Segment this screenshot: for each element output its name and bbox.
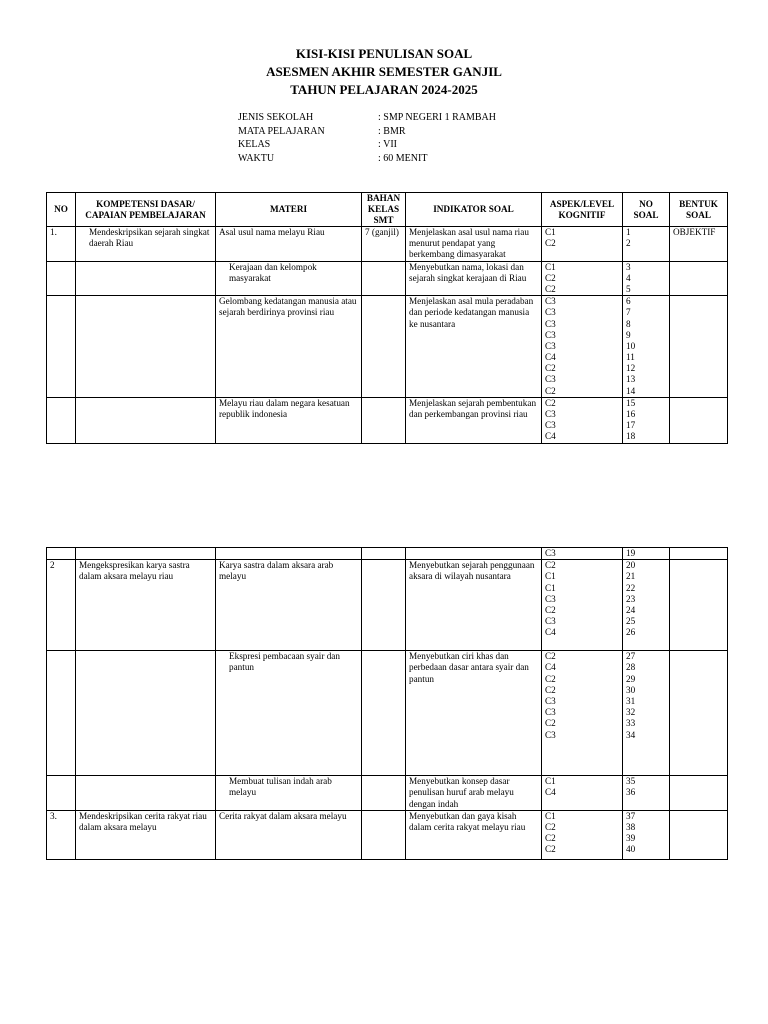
cell-aspek-item: C2	[545, 283, 556, 294]
cell-aspek-item: C2	[545, 718, 556, 729]
table-body	[47, 227, 728, 444]
cell-aspek-item: C3	[545, 374, 556, 385]
cell-nosoal-item: 22	[626, 582, 636, 593]
cell-indikator	[406, 651, 542, 776]
table-row	[47, 261, 728, 296]
cell-bahan-text: 7 (ganjil)	[365, 227, 399, 237]
cell-no-text: 2	[50, 560, 55, 571]
cell-materi-text: Melayu riau dalam negara kesatuan republik indonesia	[219, 397, 350, 420]
table-row	[47, 560, 728, 651]
col-header-no: NO	[47, 193, 76, 227]
col-header-kd: KOMPETENSI DASAR/ CAPAIAN PEMBELAJARAN	[76, 193, 216, 227]
cell-materi	[216, 227, 362, 262]
meta-row-subject	[238, 125, 496, 139]
table-row	[47, 810, 728, 859]
cell-nosoal-item: 39	[626, 833, 636, 844]
cell-aspek	[542, 651, 623, 776]
cell-indikator-text: Menyebutkan sejarah penggunaan aksara di wilayah nusantara	[409, 560, 535, 582]
cell-no	[47, 560, 76, 651]
cell-aspek-item: C3	[545, 340, 556, 351]
cell-indikator	[406, 397, 542, 443]
cell-nosoal-item: 37	[626, 810, 636, 821]
cell-indikator	[406, 560, 542, 651]
cell-nosoal-item: 20	[626, 560, 636, 571]
cell-aspek-item: C2	[545, 673, 556, 684]
cell-nosoal	[623, 397, 670, 443]
cell-aspek-item: C3	[545, 729, 556, 740]
cell-aspek-item: C1	[545, 261, 556, 272]
cell-no	[47, 296, 76, 398]
cell-aspek-item: C3	[545, 329, 556, 340]
cell-nosoal-item: 14	[626, 385, 636, 396]
cell-indikator-text: Menyebutkan dan gaya kisah dalam cerita rakyat melayu riau	[409, 810, 526, 832]
cell-kd	[76, 227, 216, 262]
cell-aspek-item: C3	[545, 707, 556, 718]
cell-nosoal-item: 10	[626, 340, 636, 351]
col-header-nosoal: NO SOAL	[623, 193, 670, 227]
cell-nosoal	[623, 296, 670, 398]
cell-aspek	[542, 397, 623, 443]
cell-aspek-item: C2	[545, 833, 556, 844]
cell-nosoal-item: 26	[626, 627, 636, 638]
cell-nosoal-item: 38	[626, 821, 636, 832]
cell-indikator	[406, 227, 542, 262]
cell-aspek-item: C3	[545, 409, 556, 420]
cell-kd	[76, 548, 216, 560]
cell-nosoal-item: 24	[626, 604, 636, 615]
cell-nosoal-item: 31	[626, 695, 636, 706]
cell-indikator	[406, 261, 542, 296]
cell-bentuk	[670, 261, 728, 296]
table-row	[47, 651, 728, 776]
cell-bentuk-text: OBJEKTIF	[673, 227, 716, 237]
cell-aspek	[542, 227, 623, 262]
cell-nosoal-item: 33	[626, 718, 636, 729]
cell-materi	[216, 810, 362, 859]
cell-nosoal-item: 1	[626, 227, 631, 237]
cell-nosoal	[623, 810, 670, 859]
cell-aspek-item: C2	[545, 385, 556, 396]
cell-nosoal-item: 11	[626, 352, 635, 363]
meta-info	[238, 111, 496, 165]
cell-nosoal	[623, 560, 670, 651]
cell-bahan	[362, 261, 406, 296]
cell-no-text: 3.	[50, 810, 57, 821]
cell-nosoal	[623, 227, 670, 262]
cell-nosoal-item: 34	[626, 729, 636, 740]
cell-kd	[76, 261, 216, 296]
cell-kd	[76, 810, 216, 859]
cell-no	[47, 548, 76, 560]
cell-nosoal-item: 13	[626, 374, 636, 385]
cell-aspek-item: C2	[545, 560, 556, 571]
col-header-bentuk: BENTUK SOAL	[670, 193, 728, 227]
table-row	[47, 227, 728, 262]
cell-nosoal-item: 6	[626, 296, 631, 307]
cell-nosoal-item: 23	[626, 593, 636, 604]
cell-aspek-item: C3	[545, 593, 556, 604]
cell-bahan	[362, 548, 406, 560]
meta-label: WAKTU	[238, 152, 275, 164]
cell-aspek	[542, 560, 623, 651]
cell-aspek-item: C1	[545, 571, 556, 582]
cell-indikator-text: Menyebutkan ciri khas dan perbedaan dasar antara syair dan pantun	[409, 651, 529, 684]
cell-materi	[216, 776, 362, 811]
cell-materi-text: Membuat tulisan indah arab melayu	[229, 776, 332, 798]
document-year: TAHUN PELAJARAN 2024-2025	[290, 82, 478, 97]
col-header-materi: MATERI	[216, 193, 362, 227]
cell-aspek-item: C3	[545, 548, 556, 558]
cell-aspek-item: C2	[545, 604, 556, 615]
cell-aspek-item: C2	[545, 397, 556, 408]
table-header-row	[47, 193, 728, 227]
cell-aspek-item: C3	[545, 616, 556, 627]
cell-no	[47, 810, 76, 859]
cell-indikator-text: Menyebutkan konsep dasar penulisan huruf arab melayu dengan indah	[409, 776, 514, 809]
cell-aspek-item: C2	[545, 651, 556, 662]
table-row	[47, 776, 728, 811]
cell-materi-text: Kerajaan dan kelompok masyarakat	[229, 261, 317, 283]
cell-nosoal	[623, 548, 670, 560]
cell-nosoal-item: 12	[626, 363, 636, 374]
cell-bentuk	[670, 227, 728, 262]
cell-aspek-item: C3	[545, 420, 556, 431]
cell-bentuk	[670, 560, 728, 651]
cell-aspek-item: C2	[545, 844, 556, 855]
cell-kd	[76, 651, 216, 776]
cell-nosoal-item: 19	[626, 548, 636, 558]
cell-bahan	[362, 810, 406, 859]
cell-bentuk	[670, 810, 728, 859]
cell-materi	[216, 548, 362, 560]
cell-kd-text: Mendeskripsikan sejarah singkat daerah Riau	[89, 227, 210, 249]
cell-materi-text: Cerita rakyat dalam aksara melayu	[219, 810, 347, 821]
col-header-indikator: INDIKATOR SOAL	[406, 193, 542, 227]
cell-aspek-item: C3	[545, 695, 556, 706]
cell-bentuk	[670, 651, 728, 776]
document-title: KISI-KISI PENULISAN SOAL	[295, 46, 473, 61]
cell-kd	[76, 560, 216, 651]
cell-aspek	[542, 261, 623, 296]
cell-aspek-item: C2	[545, 821, 556, 832]
cell-materi-text: Karya sastra dalam aksara arab melayu	[219, 560, 334, 582]
cell-kd	[76, 397, 216, 443]
cell-no	[47, 261, 76, 296]
cell-nosoal-item: 36	[626, 787, 636, 798]
table-row	[47, 296, 728, 398]
cell-nosoal-item: 29	[626, 673, 636, 684]
cell-materi	[216, 296, 362, 398]
cell-bentuk	[670, 397, 728, 443]
grid-table-page1	[46, 192, 728, 444]
cell-bahan	[362, 776, 406, 811]
cell-aspek-item: C3	[545, 307, 556, 318]
meta-row-class	[238, 138, 496, 152]
meta-label: JENIS SEKOLAH	[238, 112, 314, 123]
meta-value: : BMR	[378, 125, 406, 137]
cell-bentuk	[670, 296, 728, 398]
cell-aspek	[542, 296, 623, 398]
meta-value: : VII	[378, 139, 397, 150]
cell-nosoal-item: 28	[626, 662, 636, 673]
cell-kd-text: Mengekspresikan karya sastra dalam aksara melayu riau	[79, 560, 190, 582]
cell-nosoal-item: 35	[626, 776, 636, 787]
cell-aspek-item: C3	[545, 318, 556, 329]
cell-aspek-item: C2	[545, 684, 556, 695]
cell-kd	[76, 296, 216, 398]
cell-bahan	[362, 397, 406, 443]
cell-materi-text: Ekspresi pembacaan syair dan pantun	[229, 651, 340, 673]
cell-aspek-item: C3	[545, 296, 556, 307]
cell-nosoal-item: 2	[626, 238, 631, 249]
cell-indikator-text: Menjelaskan sejarah pembentukan dan perkembangan provinsi riau	[409, 397, 537, 420]
meta-row-time	[238, 152, 496, 166]
cell-nosoal-item: 16	[626, 409, 636, 420]
cell-no	[47, 651, 76, 776]
cell-aspek-item: C1	[545, 810, 556, 821]
cell-nosoal-item: 40	[626, 844, 636, 855]
cell-bentuk	[670, 776, 728, 811]
cell-nosoal-item: 32	[626, 707, 636, 718]
cell-bahan	[362, 296, 406, 398]
cell-aspek	[542, 810, 623, 859]
cell-nosoal-item: 27	[626, 651, 636, 662]
cell-bahan	[362, 227, 406, 262]
cell-aspek-item: C2	[545, 272, 556, 283]
cell-indikator-text: Menyebutkan nama, lokasi dan sejarah singkat kerajaan di Riau	[409, 261, 527, 283]
cell-aspek-item: C1	[545, 776, 556, 787]
cell-bentuk	[670, 548, 728, 560]
cell-aspek-item: C4	[545, 662, 556, 673]
cell-aspek-item: C4	[545, 787, 556, 798]
cell-aspek-item: C2	[545, 238, 556, 249]
cell-indikator	[406, 548, 542, 560]
cell-nosoal	[623, 651, 670, 776]
meta-label: KELAS	[238, 139, 271, 150]
table-body	[47, 548, 728, 860]
cell-bahan	[362, 560, 406, 651]
document-subtitle: ASESMEN AKHIR SEMESTER GANJIL	[266, 64, 502, 79]
cell-no	[47, 397, 76, 443]
cell-indikator	[406, 776, 542, 811]
cell-indikator-text: Menjelaskan asal mula peradaban dan periode kedatangan manusia ke nusantara	[409, 296, 534, 329]
cell-aspek-item: C1	[545, 227, 556, 237]
cell-nosoal-item: 17	[626, 420, 636, 431]
cell-aspek	[542, 548, 623, 560]
table-row	[47, 397, 728, 443]
meta-value: : 60 MENIT	[378, 152, 428, 164]
cell-nosoal-item: 30	[626, 684, 636, 695]
cell-materi	[216, 560, 362, 651]
cell-no	[47, 776, 76, 811]
cell-no-text: 1.	[50, 227, 57, 237]
cell-nosoal	[623, 776, 670, 811]
cell-aspek-item: C4	[545, 431, 556, 442]
cell-materi	[216, 651, 362, 776]
cell-indikator	[406, 296, 542, 398]
cell-indikator	[406, 810, 542, 859]
meta-value: : SMP NEGERI 1 RAMBAH	[378, 112, 496, 123]
cell-nosoal-item: 18	[626, 431, 636, 442]
cell-kd	[76, 776, 216, 811]
cell-aspek-item: C4	[545, 627, 556, 638]
meta-label: MATA PELAJARAN	[238, 125, 325, 137]
col-header-bahan: BAHAN KELAS SMT	[362, 193, 406, 227]
cell-nosoal-item: 21	[626, 571, 636, 582]
cell-nosoal-item: 9	[626, 329, 631, 340]
cell-aspek-item: C4	[545, 352, 556, 363]
meta-row-school	[238, 111, 496, 125]
cell-aspek-item: C2	[545, 363, 556, 374]
cell-kd-text: Mendeskripsikan cerita rakyat riau dalam aksara melayu	[79, 810, 207, 832]
table-row	[47, 548, 728, 560]
cell-nosoal	[623, 261, 670, 296]
cell-nosoal-item: 4	[626, 272, 631, 283]
cell-no	[47, 227, 76, 262]
cell-nosoal-item: 25	[626, 616, 636, 627]
cell-nosoal-item: 8	[626, 318, 631, 329]
cell-nosoal-item: 15	[626, 397, 636, 408]
cell-materi	[216, 397, 362, 443]
cell-materi-text: Asal usul nama melayu Riau	[219, 227, 325, 237]
col-header-aspek: ASPEK/LEVEL KOGNITIF	[542, 193, 623, 227]
grid-table-page2	[46, 547, 728, 860]
cell-materi-text: Gelombang kedatangan manusia atau sejarah berdirinya provinsi riau	[219, 296, 357, 318]
cell-aspek	[542, 776, 623, 811]
cell-aspek-item: C1	[545, 582, 556, 593]
cell-nosoal-item: 3	[626, 261, 631, 272]
cell-nosoal-item: 7	[626, 307, 631, 318]
cell-bahan	[362, 651, 406, 776]
cell-indikator-text: Menjelaskan asal usul nama riau menurut pendapat yang berkembang dimasyarakat	[409, 227, 529, 260]
cell-materi	[216, 261, 362, 296]
cell-nosoal-item: 5	[626, 283, 631, 294]
